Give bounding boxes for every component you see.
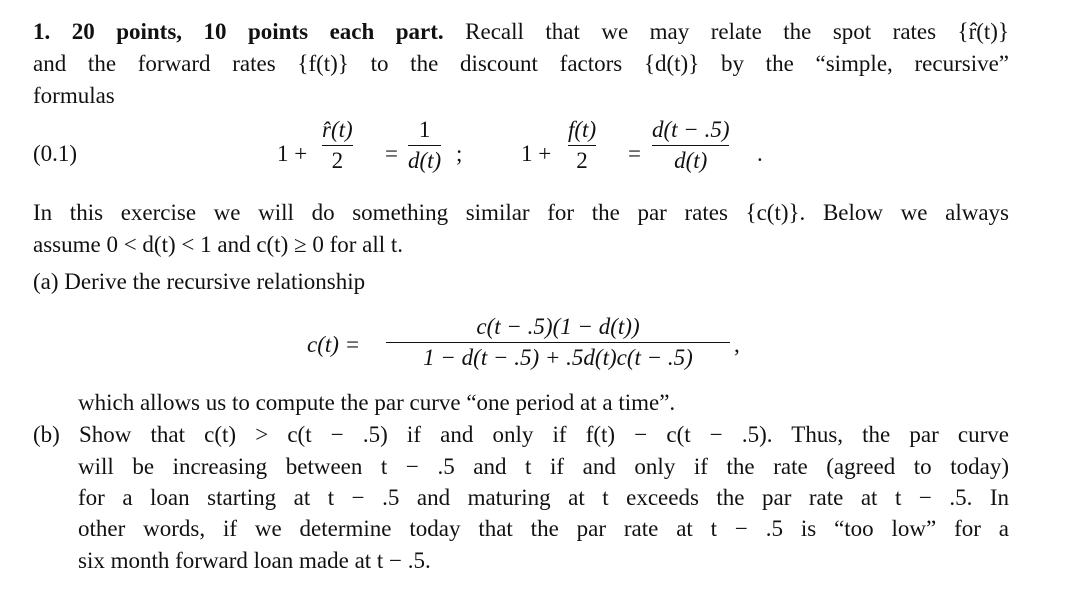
fraction-recursive — [386, 315, 730, 369]
par-rates-line-1: In this exercise we will do something similar for the par rates {c(t)}. Below we always — [33, 200, 1009, 225]
fraction-forward-rate-numerator: f(t) — [568, 117, 597, 142]
part-b-line-4: other words, if we determine today that the par rate at t − .5 is “too low” for a — [78, 516, 1009, 541]
fraction-forward-rate — [568, 118, 596, 172]
equation-end-period: . — [757, 141, 763, 166]
fraction-spot-rate-numerator: r̂(t) — [322, 117, 353, 142]
part-b-line-2: will be increasing between t − .5 and t if and only if the rate (agreed to today) — [78, 454, 1009, 479]
part-a-heading — [33, 270, 365, 293]
equation-0-1 — [0, 118, 1065, 178]
part-b-line-3: for a loan starting at t − .5 and maturing at t exceeds the par rate at t − .5. In — [78, 485, 1009, 510]
fraction-one-over-d-numerator: 1 — [418, 117, 431, 142]
one-plus-a: 1 + — [277, 141, 308, 166]
problem-intro-line-3: formulas — [33, 83, 115, 108]
recursive-lhs: c(t) = — [307, 332, 361, 357]
fraction-recursive-numerator: c(t − .5)(1 − d(t)) — [476, 314, 640, 339]
intro-text-1: Recall that we may relate the spot rates {r̂(t)} — [465, 19, 1010, 44]
problem-number: 1. — [33, 19, 51, 44]
fraction-discount-ratio-denominator: d(t) — [674, 148, 708, 173]
fraction-one-over-d — [408, 118, 441, 172]
fraction-recursive-denominator: 1 − d(t − .5) + .5d(t)c(t − .5) — [423, 345, 693, 370]
part-b-label: (b) — [33, 422, 60, 447]
part-a-after: which allows us to compute the par curve “one period at a time”. — [78, 390, 676, 415]
fraction-discount-ratio — [652, 118, 729, 172]
equation-label: (0.1) — [33, 141, 78, 166]
part-b-line-1 — [33, 423, 1009, 446]
separator-semicolon: ; — [456, 141, 463, 166]
part-a-text: Derive the recursive relationship — [64, 269, 366, 294]
par-rates-line-2: assume 0 < d(t) < 1 and c(t) ≥ 0 for all t. — [33, 232, 404, 257]
fraction-forward-rate-denominator: 2 — [576, 148, 588, 173]
problem-intro-line-1 — [33, 20, 1009, 43]
problem-heading: 20 points, 10 points each part. — [71, 19, 444, 44]
equals-b: = — [628, 141, 641, 166]
problem-intro-line-2: and the forward rates {f(t)} to the discount factors {d(t)} by the “simple, recursive” — [33, 51, 1009, 76]
fraction-spot-rate — [322, 118, 353, 172]
part-b-line-5: six month forward loan made at t − .5. — [78, 548, 431, 573]
equation-recursive — [0, 315, 1065, 375]
part-b-text-1: Show that c(t) > c(t − .5) if and only if f(t) − c(t − .5). Thus, the par curve — [78, 422, 1010, 447]
recursive-end-comma: , — [734, 332, 740, 357]
equals-a: = — [385, 141, 398, 166]
one-plus-b: 1 + — [521, 141, 552, 166]
fraction-one-over-d-denominator: d(t) — [408, 148, 442, 173]
part-a-label: (a) — [33, 269, 59, 294]
fraction-discount-ratio-numerator: d(t − .5) — [652, 117, 730, 142]
fraction-spot-rate-denominator: 2 — [331, 148, 344, 173]
